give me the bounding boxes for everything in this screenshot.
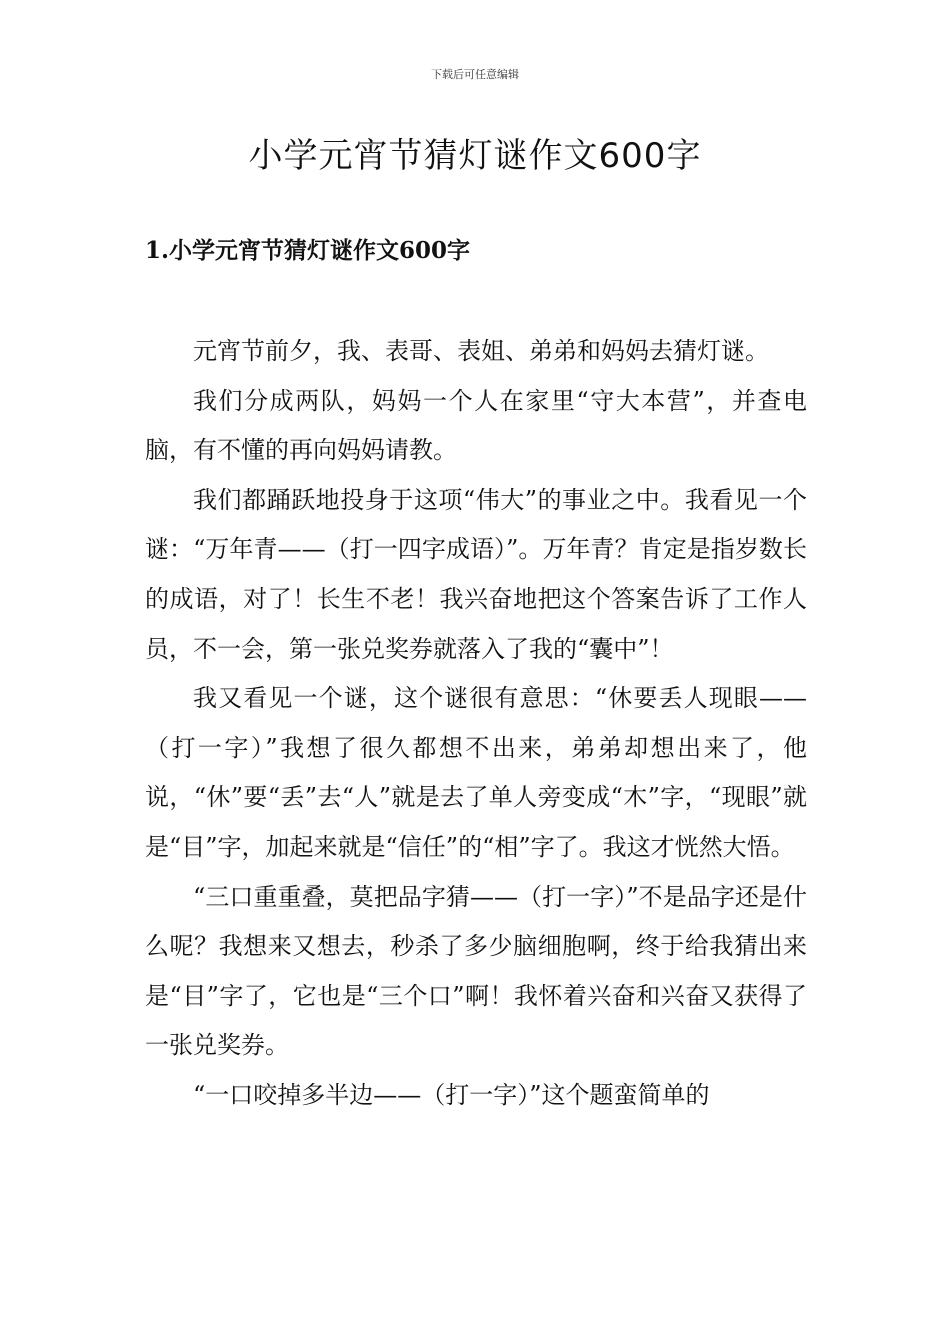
article-body	[145, 327, 807, 1121]
header-note: 下载后可任意编辑	[431, 68, 519, 81]
paragraph: 我们都踊跃地投身于这项“伟大”的事业之中。我看见一个谜：“万年青——（打一四字成语）”。万年青？肯定是指岁数长的成语，对了！长生不老！我兴奋地把这个答案告诉了工作人员，不一会，第一张兑奖券就落入了我的“囊中”！	[145, 485, 807, 663]
paragraph: 我们分成两队，妈妈一个人在家里“守大本营”，并查电脑，有不懂的再向妈妈请教。	[145, 386, 807, 465]
paragraph: 我又看见一个谜，这个谜很有意思：“休要丢人现眼——（打一字）”我想了很久都想不出来，弟弟却想出来了，他说，“休”要“丢”去“人”就是去了单人旁变成“木”字，“现眼”就是“目”字，加起来就是“信任”的“相”字了。我这才恍然大悟。	[145, 684, 807, 861]
document-title: 小学元宵节猜灯谜作文600字	[248, 136, 702, 176]
paragraph: “三口重重叠，莫把品字猜——（打一字）”不是品字还是什么呢？我想来又想去，秒杀了多少脑细胞啊，终于给我猜出来是“目”字了，它也是“三个口”啊！我怀着兴奋和兴奋又获得了一张兑奖券。	[145, 882, 807, 1060]
paragraph: 元宵节前夕，我、表哥、表姐、弟弟和妈妈去猜灯谜。	[193, 337, 769, 365]
section-heading: 1.小学元宵节猜灯谜作文600字	[145, 237, 471, 264]
paragraph: “一口咬掉多半边——（打一字）”这个题蛮简单的	[193, 1080, 710, 1109]
